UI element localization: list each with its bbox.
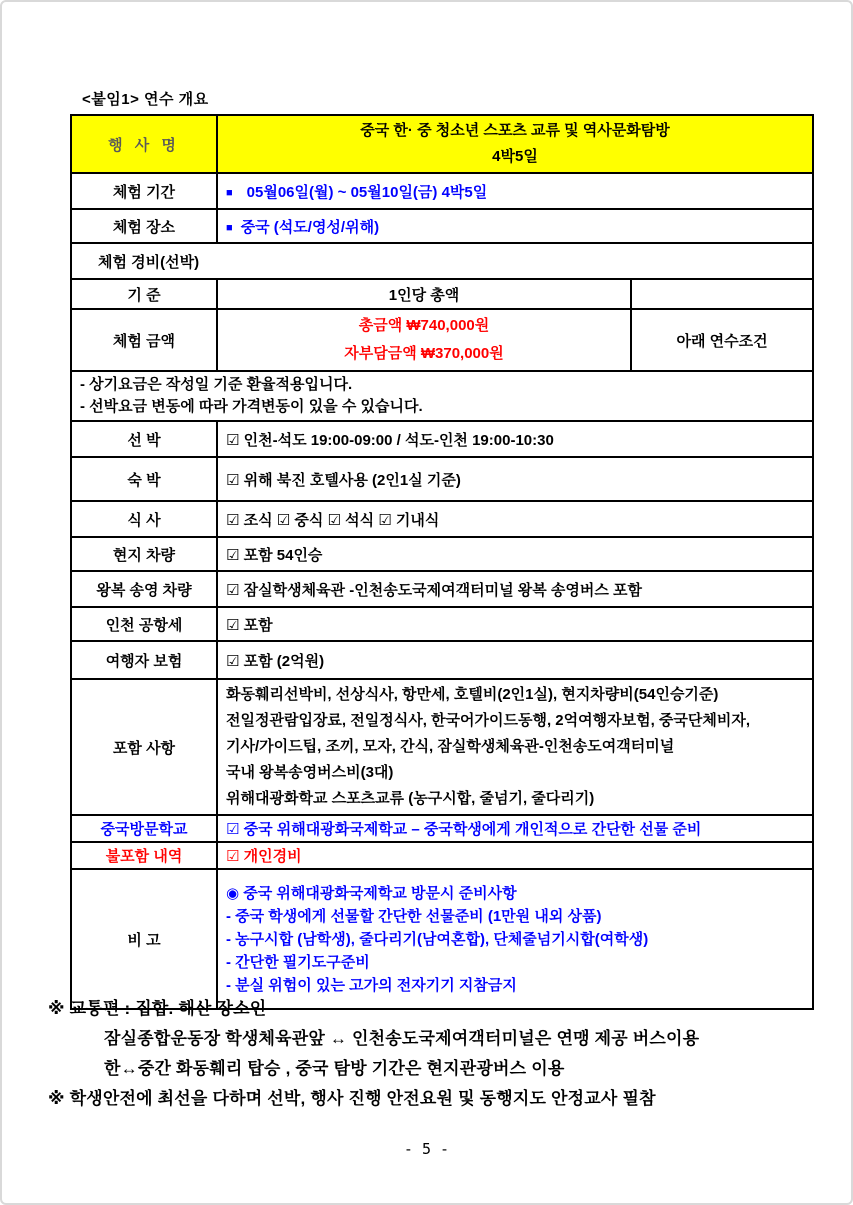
meals-value: ☑ 조식 ☑ 중식 ☑ 석식 ☑ 기내식 xyxy=(217,501,813,537)
local-vehicle-label: 현지 차량 xyxy=(71,537,217,571)
place-value: 중국 (석도/영성/위해) xyxy=(240,218,380,236)
standard-value: 1인당 총액 xyxy=(217,279,631,309)
lodging-value: ☑ 위해 북진 호텔사용 (2인1실 기준) xyxy=(217,457,813,501)
fare-note-line: - 선박요금 변동에 따라 가격변동이 있을 수 있습니다. xyxy=(80,398,423,415)
amount-total: 총금액 ₩740,000원 xyxy=(358,317,490,334)
shuttle-label: 왕복 송영 차량 xyxy=(71,571,217,607)
amount-self-pay: 자부담금액 ₩370,000원 xyxy=(344,345,504,362)
remarks-line: - 간단한 필기도구준비 xyxy=(226,953,370,971)
fare-note-line: - 상기요금은 작성일 기준 환율적용입니다. xyxy=(80,376,353,393)
place-label: 체험 장소 xyxy=(71,209,217,243)
included-line: 국내 왕복송영버스비(3대) xyxy=(226,764,394,781)
meals-label: 식 사 xyxy=(71,501,217,537)
remarks-lines-cell xyxy=(217,869,813,1009)
fare-notes-cell xyxy=(71,371,813,421)
table-row xyxy=(71,279,813,309)
remarks-label: 비 고 xyxy=(71,869,217,1009)
footer-note-line: ※ 교통편 : 집합. 해산 장소인 xyxy=(48,999,267,1018)
table-row xyxy=(71,571,813,607)
amount-condition: 아래 연수조건 xyxy=(631,309,813,371)
airport-tax-value: ☑ 포함 xyxy=(217,607,813,641)
shuttle-value: ☑ 잠실학생체육관 -인천송도국제여객터미널 왕복 송영버스 포함 xyxy=(217,571,813,607)
included-label: 포함 사항 xyxy=(71,679,217,815)
table-row xyxy=(71,371,813,421)
included-line: 위해대광화학교 스포츠교류 (농구시합, 줄넘기, 줄다리기) xyxy=(226,790,595,807)
included-line: 화동훼리선박비, 선상식사, 항만세, 호텔비(2인1실), 현지차량비(54인승기준) xyxy=(226,686,719,703)
local-vehicle-value: ☑ 포함 54인승 xyxy=(217,537,813,571)
period-label: 체험 기간 xyxy=(71,173,217,209)
excluded-label: 불포함 내역 xyxy=(71,842,217,869)
place-value-cell xyxy=(217,209,813,243)
table-row xyxy=(71,173,813,209)
table-row xyxy=(71,309,813,371)
footer-note-line: 한↔중간 화동훼리 탑승 , 중국 탐방 기간은 현지관광버스 이용 xyxy=(104,1059,565,1078)
insurance-label: 여행자 보험 xyxy=(71,641,217,679)
remarks-line: - 분실 위험이 있는 고가의 전자기기 지참금지 xyxy=(226,976,517,994)
remarks-line: - 농구시합 (남학생), 줄다리기(남여혼합), 단체줄넘기시합(여학생) xyxy=(226,930,649,948)
page-number: - 5 - xyxy=(403,1140,450,1158)
event-title-line1: 중국 한· 중 청소년 스포츠 교류 및 역사문화탐방 xyxy=(360,122,670,139)
overview-table xyxy=(70,114,814,1010)
table-row xyxy=(71,457,813,501)
table-row xyxy=(71,209,813,243)
airport-tax-label: 인천 공항세 xyxy=(71,607,217,641)
table-row xyxy=(71,869,813,1009)
excluded-value: ☑ 개인경비 xyxy=(217,842,813,869)
footer-note-line: 잠실종합운동장 학생체육관앞 ↔ 인천송도국제여객터미널은 연맹 제공 버스이용 xyxy=(104,1029,700,1048)
attachment-title: <붙임1> 연수 개요 xyxy=(82,91,209,108)
expense-header: 체험 경비(선박) xyxy=(71,243,813,279)
table-row xyxy=(71,842,813,869)
footer-note-line: ※ 학생안전에 최선을 다하며 선박, 행사 진행 안전요원 및 동행지도 안정교사 필참 xyxy=(48,1089,656,1108)
table-row xyxy=(71,243,813,279)
china-school-value: ☑ 중국 위해대광화국제학교 – 중국학생에게 개인적으로 간단한 선물 준비 xyxy=(217,815,813,842)
event-name-label: 행 사 명 xyxy=(71,115,217,173)
square-bullet-icon: ■ xyxy=(226,186,233,199)
amount-label: 체험 금액 xyxy=(71,309,217,371)
table-row xyxy=(71,501,813,537)
table-row xyxy=(71,115,813,173)
remarks-line: - 중국 학생에게 선물할 간단한 선물준비 (1만원 내외 상품) xyxy=(226,907,602,925)
footer-notes xyxy=(48,994,828,1114)
standard-empty-cell xyxy=(631,279,813,309)
table-row xyxy=(71,421,813,457)
ship-value: ☑ 인천-석도 19:00-09:00 / 석도-인천 19:00-10:30 xyxy=(217,421,813,457)
table-row xyxy=(71,815,813,842)
included-line: 기사/가이드팁, 조끼, 모자, 간식, 잠실학생체육관-인천송도여객터미널 xyxy=(226,738,675,755)
event-title-line2: 4박5일 xyxy=(492,148,538,165)
table-row xyxy=(71,641,813,679)
table-row xyxy=(71,679,813,815)
period-value: 05월06일(월) ~ 05월10일(금) 4박5일 xyxy=(246,183,488,201)
table-row xyxy=(71,537,813,571)
lodging-label: 숙 박 xyxy=(71,457,217,501)
event-title-cell xyxy=(217,115,813,173)
square-bullet-icon: ■ xyxy=(226,221,233,234)
period-value-cell xyxy=(217,173,813,209)
insurance-value: ☑ 포함 (2억원) xyxy=(217,641,813,679)
standard-label: 기 준 xyxy=(71,279,217,309)
amount-value-cell xyxy=(217,309,631,371)
ship-label: 선 박 xyxy=(71,421,217,457)
included-lines-cell xyxy=(217,679,813,815)
china-school-label: 중국방문학교 xyxy=(71,815,217,842)
included-line: 전일정관람입장료, 전일정식사, 한국어가이드동행, 2억여행자보험, 중국단체비자, xyxy=(226,712,751,729)
table-row xyxy=(71,607,813,641)
remarks-line: ◉ 중국 위해대광화국제학교 방문시 준비사항 xyxy=(226,884,517,902)
